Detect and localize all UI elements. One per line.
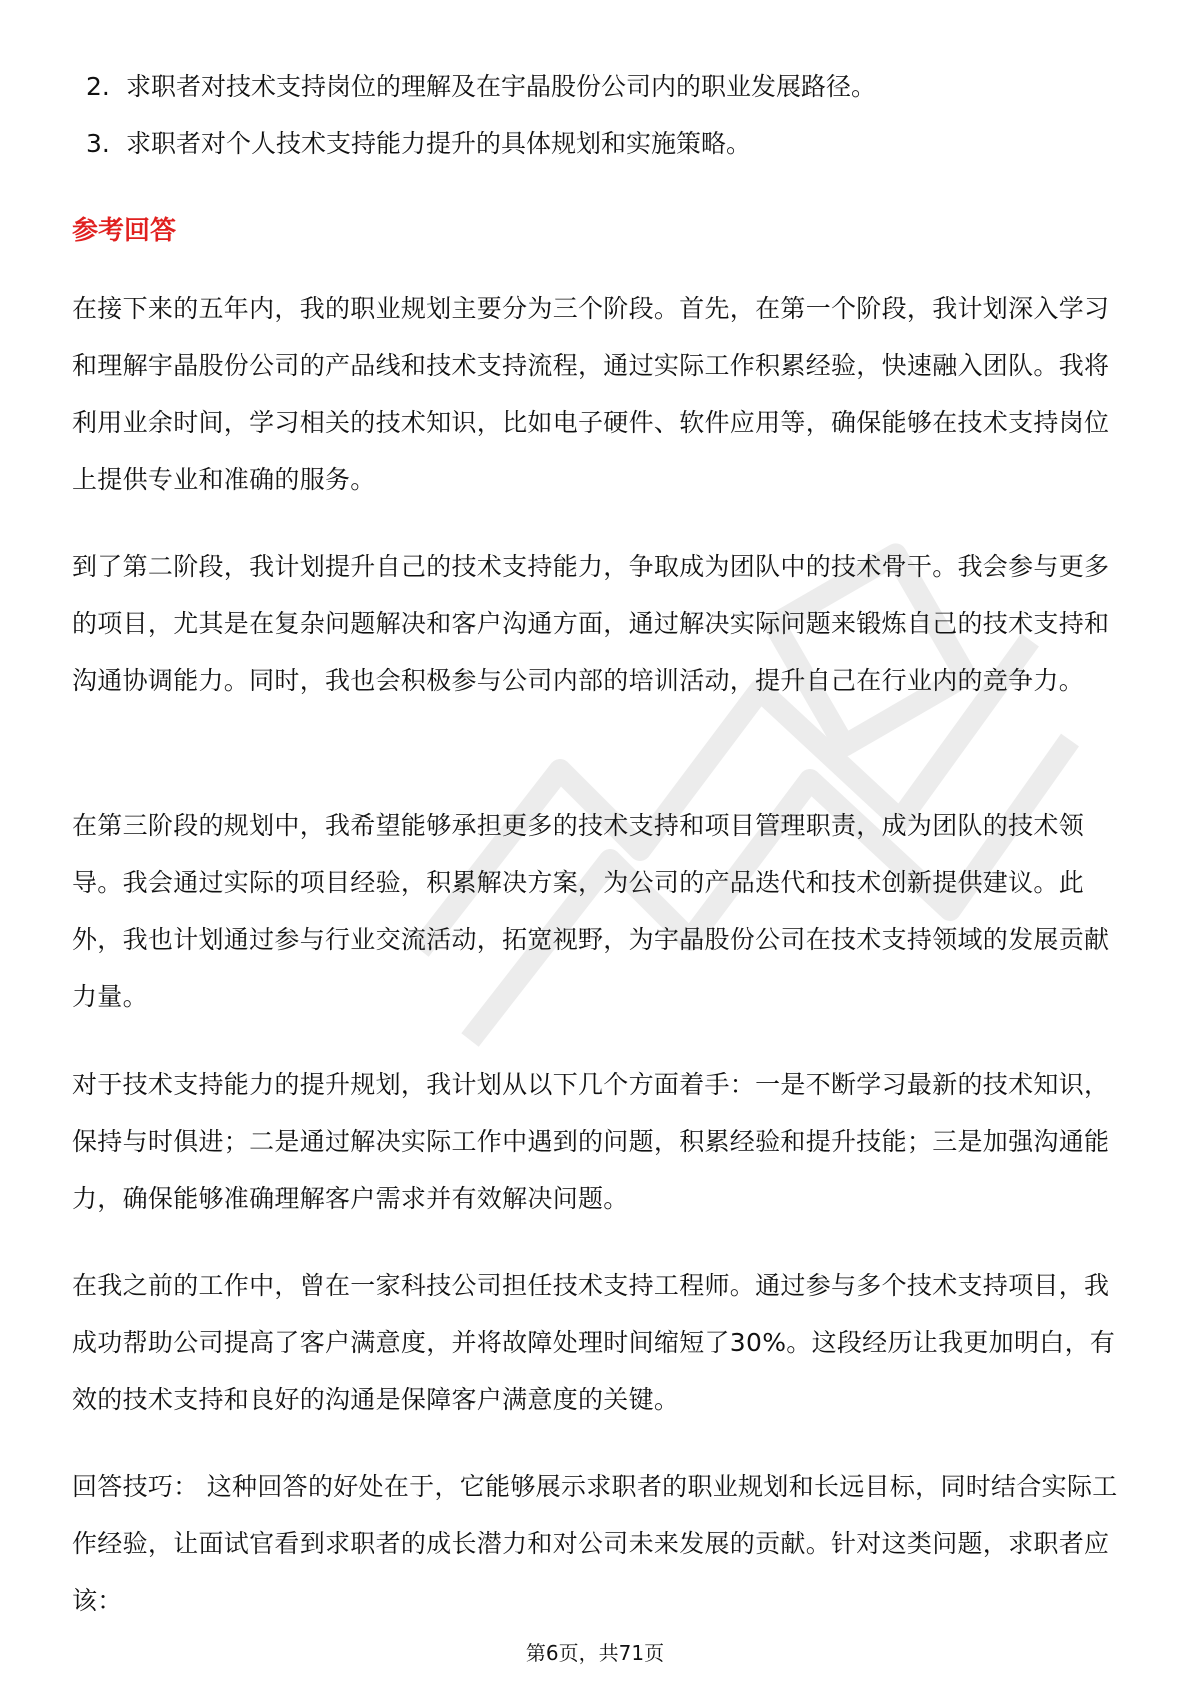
section-title: 参考回答 <box>72 216 177 246</box>
answer-paragraph: 在第三阶段的规划中，我希望能够承担更多的技术支持和项目管理职责，成为团队的技术领导。我会通过实际的项目经验，积累解决方案，为公司的产品迭代和技术创新提供建议。此外，我也计划通过参与行业交流活动，拓宽视野，为宇晶股份公司在技术支持领域的发展贡献力量。 <box>72 811 1110 1011</box>
answer-paragraph: 在接下来的五年内，我的职业规划主要分为三个阶段。首先，在第一个阶段，我计划深入学习和理解宇晶股份公司的产品线和技术支持流程，通过实际工作积累经验，快速融入团队。我将利用业余时间，学习相关的技术知识，比如电子硬件、软件应用等，确保能够在技术支持岗位上提供专业和准确的服务。 <box>72 294 1110 494</box>
list-number: 3. <box>86 129 110 158</box>
list-text: 求职者对个人技术支持能力提升的具体规划和实施策略。 <box>126 129 752 158</box>
list-text: 求职者对技术支持岗位的理解及在宇晶股份公司内的职业发展路径。 <box>126 72 877 101</box>
page-footer: 第6页，共71页 <box>525 1641 665 1665</box>
list-item <box>86 72 1126 102</box>
answer-paragraph: 对于技术支持能力的提升规划，我计划从以下几个方面着手：一是不断学习最新的技术知识，保持与时俱进；二是通过解决实际工作中遇到的问题，积累经验和提升技能；三是加强沟通能力，确保能够准确理解客户需求并有效解决问题。 <box>72 1070 1110 1213</box>
answer-paragraph: 在我之前的工作中，曾在一家科技公司担任技术支持工程师。通过参与多个技术支持项目，我成功帮助公司提高了客户满意度，并将故障处理时间缩短了30%。这段经历让我更加明白，有效的技术支持和良好的沟通是保障客户满意度的关键。 <box>72 1271 1116 1414</box>
answer-paragraph: 到了第二阶段，我计划提升自己的技术支持能力，争取成为团队中的技术骨干。我会参与更多的项目，尤其是在复杂问题解决和客户沟通方面，通过解决实际问题来锻炼自己的技术支持和沟通协调能力。同时，我也会积极参与公司内部的培训活动，提升自己在行业内的竞争力。 <box>72 552 1110 695</box>
tips-paragraph: 回答技巧： 这种回答的好处在于，它能够展示求职者的职业规划和长远目标，同时结合实际工作经验，让面试官看到求职者的成长潜力和对公司未来发展的贡献。针对这类问题，求职者应该： <box>72 1472 1118 1615</box>
question-list <box>86 72 1126 186</box>
list-number: 2. <box>86 72 110 101</box>
list-item <box>86 129 1126 159</box>
